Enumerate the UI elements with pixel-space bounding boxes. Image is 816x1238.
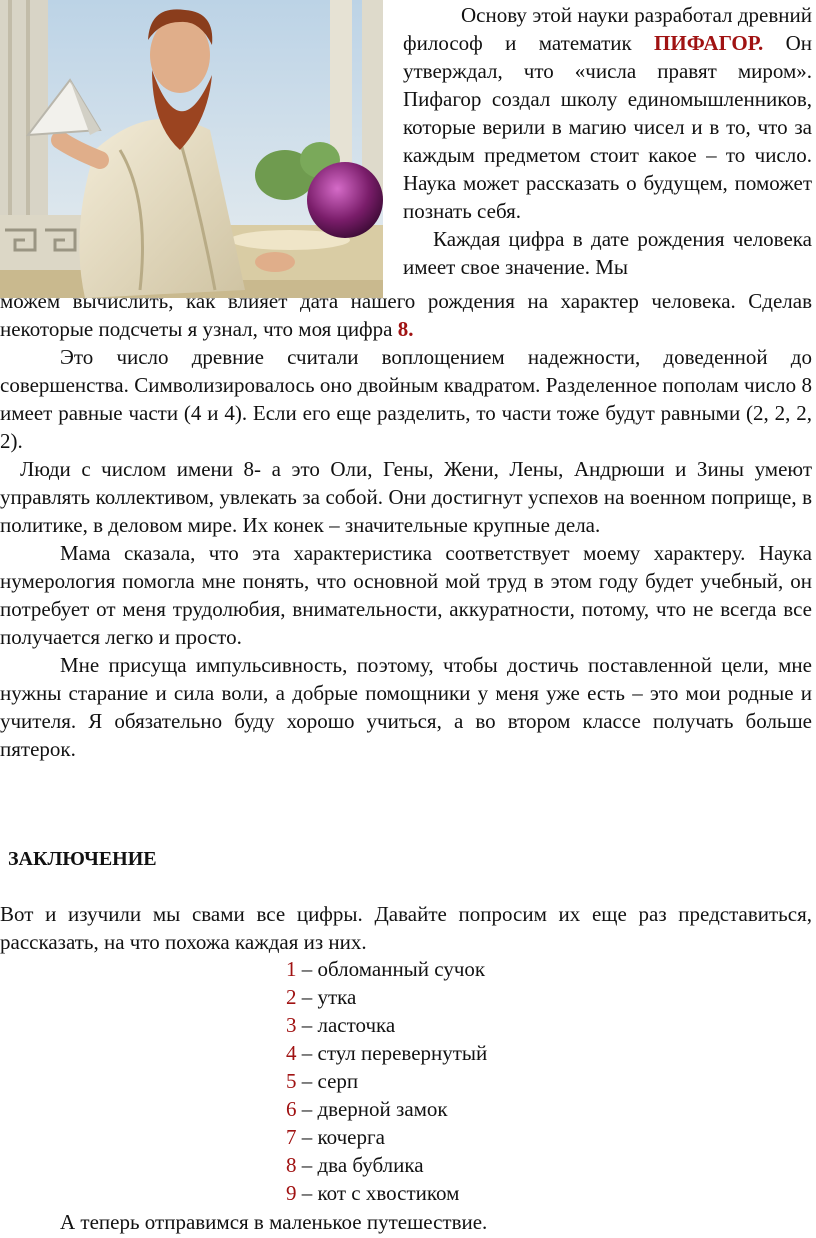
paragraph-mother: Мама сказала, что эта характеристика соответствует моему характеру. Наука нумерология помогла мне понять, что основной мой труд в этом году будет учебный, он потребует от меня трудолюбия, внимательности, аккуратности, потому, что не всегда все получается легко и просто. [0, 541, 812, 649]
list-item [286, 1123, 487, 1151]
list-item-text: – серп [296, 1069, 359, 1093]
list-item [286, 1039, 487, 1067]
list-item-number: 1 [286, 957, 297, 981]
intro-text [403, 1, 812, 281]
pythagoras-illustration [0, 0, 383, 298]
list-item-number: 8 [286, 1153, 297, 1177]
text-span: Он утверждал, что «числа правят миром». Пифагор создал школу единомышленников, которые верили в магию чисел и в то, что за каждым предметом стоит какое – то число. Наука может рассказать о будущем, поможет познать себя. [403, 31, 812, 223]
list-item [286, 1011, 487, 1039]
list-item-number: 4 [286, 1041, 297, 1065]
list-item-number: 3 [286, 1013, 297, 1037]
list-item-number: 5 [286, 1069, 297, 1093]
list-item-number: 9 [286, 1181, 297, 1205]
paragraph-impulsiveness: Мне присуща импульсивность, поэтому, чтобы достичь поставленной цели, мне нужны старание и сила воли, а добрые помощники у меня уже есть – это мои родные и учителя. Я обязательно буду хорошо учиться, а во втором классе получать больше пятерок. [0, 653, 812, 761]
paragraph-birth-digit-start [403, 225, 812, 281]
list-item-text: – ласточка [296, 1013, 396, 1037]
list-item [286, 1095, 487, 1123]
list-item [286, 955, 487, 983]
list-item-number: 7 [286, 1125, 297, 1149]
list-item [286, 1151, 487, 1179]
paragraph-birth-digit [0, 287, 812, 343]
main-text [0, 287, 812, 763]
list-item-text: – обломанный сучок [296, 957, 486, 981]
list-item-number: 6 [286, 1097, 297, 1121]
section-heading: ЗАКЛЮЧЕНИЕ [8, 848, 157, 870]
conclusion-text: Вот и изучили мы свами все цифры. Давайте попросим их еще раз представиться, рассказать, на что похожа каждая из них. [0, 902, 812, 954]
text-span: Каждая цифра в дате рождения человека имеет свое значение. Мы [403, 227, 812, 279]
list-item-number: 2 [286, 985, 297, 1009]
paragraph-pythagoras [403, 1, 812, 225]
highlight-name: ПИФАГОР. [654, 31, 764, 55]
list-item [286, 1179, 487, 1207]
list-item-text: – дверной замок [296, 1097, 448, 1121]
digit-list [286, 955, 487, 1207]
list-item-text: – утка [296, 985, 357, 1009]
text-span: можем вычислить, как влияет дата нашего рождения на характер человека. Сделав некоторые подсчеты я узнал, что моя цифра [0, 289, 812, 341]
list-item-text: – стул перевернутый [296, 1041, 488, 1065]
highlight-number: 8. [397, 317, 414, 341]
paragraph-names: Люди с числом имени 8- а это Оли, Гены, Жени, Лены, Андрюши и Зины умеют управлять коллективом, увлекать за собой. Они достигнут успехов на военном поприще, в политике, в деловом мире. Их конек – значительные крупные дела. [0, 457, 812, 537]
paragraph-number-eight: Это число древние считали воплощением надежности, доведенной до совершенства. Символизировалось оно двойным квадратом. Разделенное пополам число 8 имеет равные части (4 и 4). Если его еще разделить, то части тоже будут равными (2, 2, 2, 2). [0, 345, 812, 453]
text-span: Основу этой науки разработал древний философ и математик [403, 3, 812, 55]
list-item [286, 983, 487, 1011]
list-item [286, 1067, 487, 1095]
list-item-text: – кот с хвостиком [296, 1181, 460, 1205]
list-item-text: – кочерга [296, 1125, 385, 1149]
list-item-text: – два бублика [296, 1153, 424, 1177]
final-sentence: А теперь отправимся в маленькое путешествие. [60, 1210, 488, 1234]
